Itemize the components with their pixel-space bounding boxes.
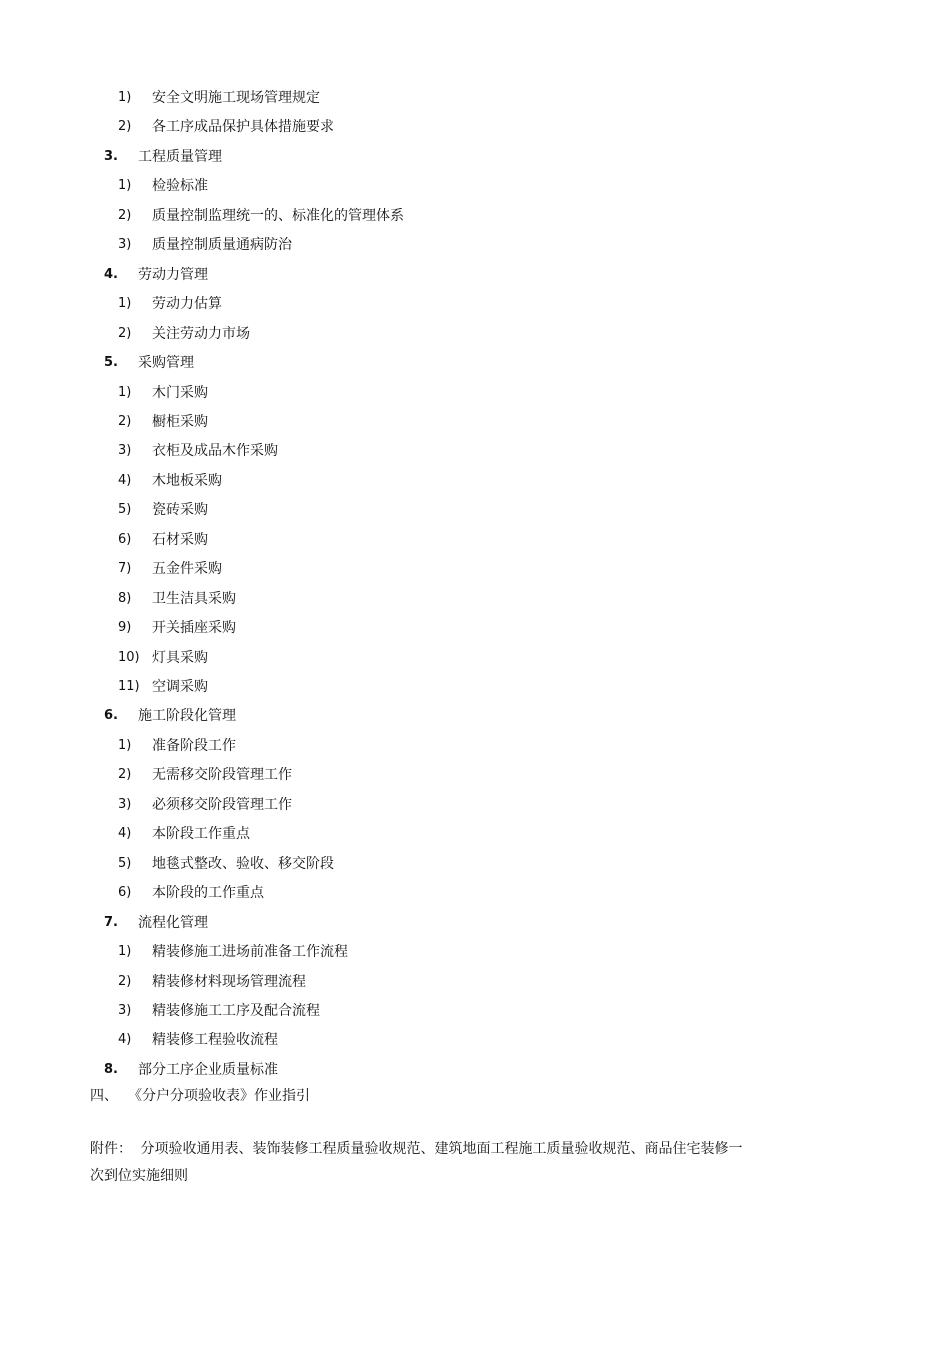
outline-number: 11) (118, 679, 140, 694)
outline-number: 3) (118, 443, 132, 458)
outline-number: 3) (118, 797, 132, 812)
outline-number: 2) (118, 326, 132, 341)
outline-number: 2) (118, 414, 132, 429)
outline-number: 5. (104, 355, 118, 370)
outline-text: 各工序成品保护具体措施要求 (152, 119, 334, 135)
outline-text: 瓷砖采购 (152, 502, 208, 518)
outline-text: 精装修材料现场管理流程 (152, 974, 306, 990)
outline-number: 1) (118, 385, 132, 400)
appendix-line-1 (90, 1139, 742, 1159)
outline-number: 8. (104, 1062, 118, 1077)
outline-text: 准备阶段工作 (152, 738, 236, 754)
outline-text: 劳动力估算 (152, 296, 222, 312)
outline-text: 关注劳动力市场 (152, 326, 250, 342)
outline-text: 地毯式整改、验收、移交阶段 (152, 856, 334, 872)
outline-number: 1) (118, 90, 132, 105)
outline-number: 6) (118, 885, 132, 900)
outline-text: 本阶段工作重点 (152, 826, 250, 842)
outline-number: 4) (118, 826, 132, 841)
outline-text: 衣柜及成品木作采购 (152, 443, 278, 459)
outline-text: 质量控制监理统一的、标准化的管理体系 (152, 208, 404, 224)
outline-number: 7) (118, 561, 132, 576)
outline-number: 7. (104, 915, 118, 930)
outline-number: 4) (118, 1032, 132, 1047)
outline-text: 无需移交阶段管理工作 (152, 767, 292, 783)
outline-text: 必须移交阶段管理工作 (152, 797, 292, 813)
section-title: 《分户分项验收表》作业指引 (128, 1088, 310, 1104)
section-heading (90, 1086, 310, 1106)
outline-text: 木地板采购 (152, 473, 222, 489)
outline-text: 精装修施工进场前准备工作流程 (152, 944, 348, 960)
outline-text: 精装修工程验收流程 (152, 1032, 278, 1048)
outline-text: 木门采购 (152, 385, 208, 401)
section-number: 四、 (90, 1088, 118, 1104)
outline-text: 灯具采购 (152, 650, 208, 666)
outline-text: 施工阶段化管理 (138, 708, 236, 724)
outline-text: 采购管理 (138, 355, 194, 371)
appendix-label: 附件： (90, 1141, 132, 1157)
outline-number: 5) (118, 856, 132, 871)
outline-number: 3) (118, 237, 132, 252)
outline-text: 质量控制质量通病防治 (152, 237, 292, 253)
outline-number: 4. (104, 267, 118, 282)
appendix-line-2 (90, 1166, 188, 1186)
outline-number: 1) (118, 178, 132, 193)
outline-text: 石材采购 (152, 532, 208, 548)
outline-number: 2) (118, 974, 132, 989)
outline-number: 3) (118, 1003, 132, 1018)
outline-text: 五金件采购 (152, 561, 222, 577)
outline-text: 劳动力管理 (138, 267, 208, 283)
outline-text: 空调采购 (152, 679, 208, 695)
outline-number: 6. (104, 708, 118, 723)
outline-number: 6) (118, 532, 132, 547)
outline-number: 1) (118, 738, 132, 753)
outline-number: 10) (118, 650, 140, 665)
outline-text: 流程化管理 (138, 915, 208, 931)
outline-text: 橱柜采购 (152, 414, 208, 430)
outline-number: 5) (118, 502, 132, 517)
outline-text: 本阶段的工作重点 (152, 885, 264, 901)
outline-text: 工程质量管理 (138, 149, 222, 165)
outline-text: 卫生洁具采购 (152, 591, 236, 607)
outline-number: 1) (118, 944, 132, 959)
appendix-text-1: 分项验收通用表、装饰装修工程质量验收规范、建筑地面工程施工质量验收规范、商品住宅装修一 (140, 1141, 743, 1157)
outline-number: 1) (118, 296, 132, 311)
outline-text: 检验标准 (152, 178, 208, 194)
outline-number: 2) (118, 767, 132, 782)
outline-text: 开关插座采购 (152, 620, 236, 636)
appendix-text-2: 次到位实施细则 (90, 1168, 188, 1184)
outline-number: 4) (118, 473, 132, 488)
outline-number: 9) (118, 620, 132, 635)
outline-text: 部分工序企业质量标准 (138, 1062, 278, 1078)
outline-number: 8) (118, 591, 132, 606)
outline-number: 3. (104, 149, 118, 164)
outline-number: 2) (118, 208, 132, 223)
outline-text: 精装修施工工序及配合流程 (152, 1003, 320, 1019)
outline-number: 2) (118, 119, 132, 134)
outline-text: 安全文明施工现场管理规定 (152, 90, 320, 106)
